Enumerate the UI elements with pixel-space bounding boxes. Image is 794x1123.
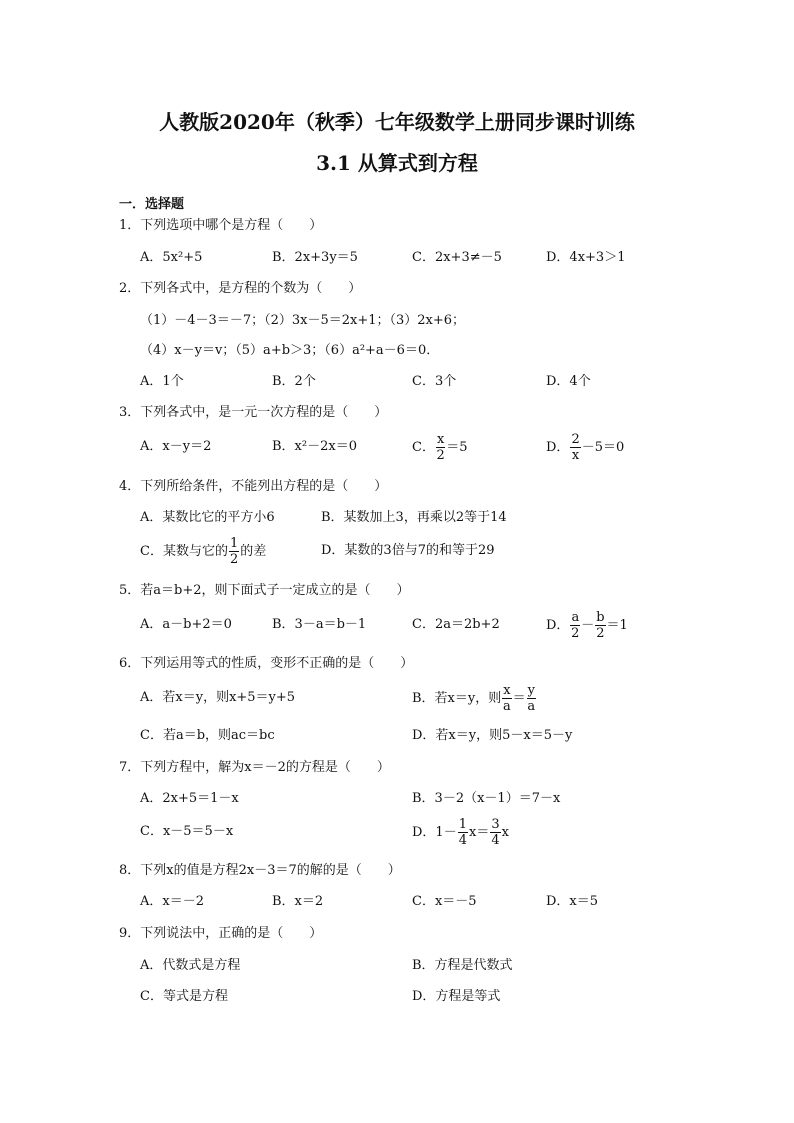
q2-option-a: A．1个 [140, 374, 184, 389]
q5-option-d [546, 610, 628, 641]
fraction-denominator: 2 [436, 448, 445, 463]
question-8: 8．下列x的值是方程2x－3＝7的解的是（ ） [119, 863, 401, 878]
q4-option-a: A．某数比它的平方小6 [140, 510, 275, 525]
option-text: 的差 [240, 544, 267, 559]
option-label: D． [546, 440, 570, 455]
fraction [570, 610, 580, 641]
fraction [229, 536, 239, 567]
q6-option-a: A．若x＝y，则x+5＝y+5 [140, 690, 296, 705]
option-text: －5＝0 [581, 440, 625, 455]
q5-option-a: A．a－b+2＝0 [140, 617, 232, 632]
q2-statement-line-1: （1）－4－3＝－7；（2）3x－5＝2x+1；（3）2x+6； [140, 313, 466, 328]
question-9: 9．下列说法中，正确的是（ ） [119, 926, 323, 941]
option-label: C． [412, 440, 435, 455]
fraction-denominator: 4 [458, 833, 467, 848]
q7-option-b: B．3－2（x－1）＝7－x [412, 791, 561, 806]
q9-option-d: D．方程是等式 [412, 989, 501, 1004]
question-5: 5．若a＝b+2，则下面式子一定成立的是（ ） [119, 583, 410, 598]
fraction-denominator: 2 [596, 626, 605, 641]
q1-option-d: D．4x+3＞1 [546, 250, 626, 265]
fraction-numerator: 1 [229, 536, 239, 551]
fraction [436, 432, 445, 463]
q1-option-b: B．2x+3y＝5 [272, 250, 358, 265]
fraction-numerator: a [571, 610, 580, 625]
question-1: 1．下列选项中哪个是方程（ ） [119, 218, 323, 233]
q1-option-a: A．5x²+5 [140, 250, 203, 265]
q3-option-c [412, 432, 468, 463]
question-4: 4．下列所给条件，不能列出方程的是（ ） [119, 479, 388, 494]
q5-option-c: C．2a＝2b+2 [412, 617, 500, 632]
fraction [490, 817, 500, 848]
q4-option-b: B．某数加上3，再乘以2等于14 [321, 510, 507, 525]
question-2: 2．下列各式中，是方程的个数为（ ） [119, 281, 362, 296]
option-text: x [501, 825, 509, 840]
q8-option-c: C．x＝－5 [412, 894, 477, 909]
q2-statement-line-2: （4）x－y＝v；（5）a+b＞3；（6）a²+a－6＝0． [140, 343, 440, 358]
fraction-numerator: 2 [571, 432, 580, 447]
q3-option-d [546, 432, 624, 463]
fraction-numerator: y [527, 683, 535, 698]
option-text: D．1－ [412, 825, 457, 840]
q6-option-c: C．若a＝b，则ac＝bc [140, 728, 275, 743]
q4-option-c [140, 536, 266, 567]
option-text: ＝1 [606, 618, 628, 633]
option-text: ＝5 [446, 440, 468, 455]
fraction-denominator: 2 [571, 626, 580, 641]
q8-option-b: B．x＝2 [272, 894, 324, 909]
fraction-numerator: x [436, 432, 445, 447]
q7-option-c: C．x－5＝5－x [140, 824, 234, 839]
document-subtitle: 3.1 从算式到方程 [316, 151, 478, 175]
option-text: B．若x＝y，则 [412, 691, 502, 706]
question-7: 7．下列方程中，解为x＝－2的方程是（ ） [119, 760, 390, 775]
fraction-denominator: 2 [229, 552, 239, 567]
fraction-numerator: 3 [491, 817, 500, 832]
fraction-numerator: x [503, 683, 511, 698]
option-text: C．某数与它的 [140, 544, 228, 559]
q9-option-b: B．方程是代数式 [412, 958, 513, 973]
document-title: 人教版2020年（秋季）七年级数学上册同步课时训练 [159, 110, 635, 134]
question-3: 3．下列各式中，是一元一次方程的是（ ） [119, 405, 388, 420]
q2-option-b: B．2个 [272, 374, 316, 389]
q7-option-a: A．2x+5＝1－x [140, 791, 239, 806]
fraction [527, 683, 536, 714]
fraction-numerator: 1 [458, 817, 467, 832]
option-label: D． [546, 618, 570, 633]
fraction [595, 610, 605, 641]
fraction [502, 683, 511, 714]
q6-option-d: D．若x＝y，则5－x＝5－y [412, 728, 573, 743]
q2-option-c: C．3个 [412, 374, 457, 389]
question-6: 6．下列运用等式的性质，变形不正确的是（ ） [119, 656, 414, 671]
q9-option-c: C．等式是方程 [140, 989, 228, 1004]
q3-option-a: A．x－y＝2 [140, 439, 212, 454]
q8-option-a: A．x＝－2 [140, 894, 204, 909]
q2-option-d: D．4个 [546, 374, 591, 389]
fraction [458, 817, 468, 848]
fraction-denominator: 4 [491, 833, 500, 848]
operator: ＝ [512, 691, 526, 706]
q8-option-d: D．x＝5 [546, 894, 599, 909]
q3-option-b: B．x²－2x＝0 [272, 439, 357, 454]
q6-option-b [412, 683, 537, 714]
fraction-denominator: x [571, 448, 580, 463]
operator: x＝ [468, 825, 490, 840]
q5-option-b: B．3－a＝b－1 [272, 617, 367, 632]
operator: － [581, 618, 595, 633]
fraction-denominator: a [503, 699, 511, 714]
section-heading: 一．选择题 [119, 197, 185, 212]
q9-option-a: A．代数式是方程 [140, 958, 241, 973]
q1-option-c: C．2x+3≠－5 [412, 250, 502, 265]
fraction-numerator: b [596, 610, 605, 625]
fraction [570, 432, 580, 463]
q7-option-d [412, 817, 509, 848]
q4-option-d: D．某数的3倍与7的和等于29 [321, 543, 495, 558]
fraction-denominator: a [527, 699, 536, 714]
